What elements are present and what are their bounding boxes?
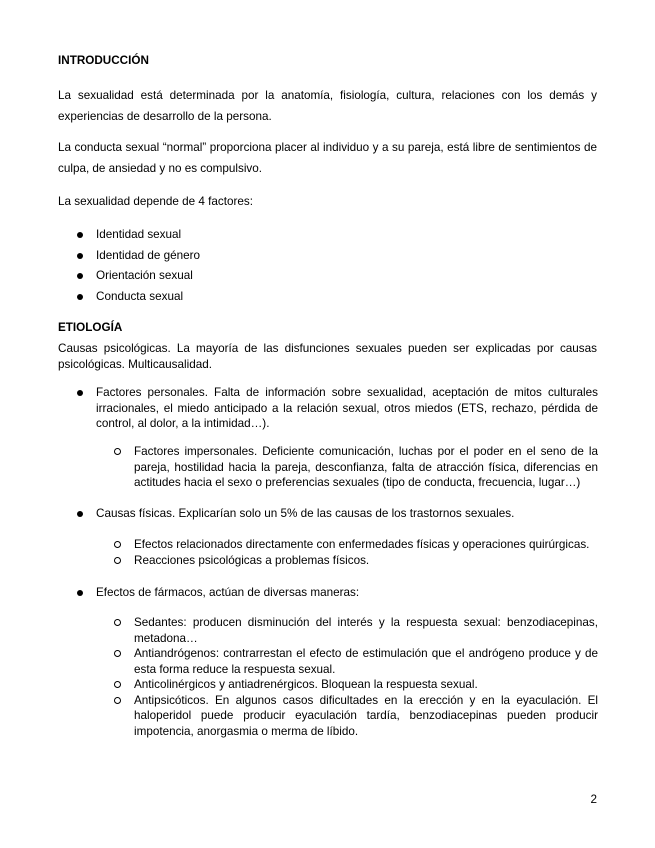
page-number: 2 [590, 793, 597, 806]
sub-bullet-icon [114, 650, 121, 657]
heading-introduccion: INTRODUCCIÓN [58, 54, 149, 67]
bullet-icon [77, 232, 83, 238]
bullet-icon [77, 273, 83, 279]
sub-bullet-icon [114, 557, 121, 564]
bullet-icon [77, 511, 83, 517]
etiology-intro: Causas psicológicas. La mayoría de las disfunciones sexuales pueden ser explicadas por causas psicológicas. Multicausalidad. [58, 342, 597, 371]
list-item: Identidad sexual [58, 225, 598, 246]
list-item: Antipsicóticos. En algunos casos dificultades en la erección y en la eyaculación. El haloperidol puede producir eyaculación tardía, benzodiacepinas pueden producir impotencia, anorgasmia o merma de líbido. [58, 693, 598, 740]
physical-subcauses-list [58, 537, 598, 568]
sub-bullet-icon [114, 681, 121, 688]
list-item: Causas físicas. Explicarían solo un 5% de las causas de los trastornos sexuales. [58, 506, 598, 522]
list-item: Anticolinérgicos y antiadrenérgicos. Bloquean la respuesta sexual. [58, 677, 598, 693]
list-item: Identidad de género [58, 246, 598, 267]
drug-types-list [58, 615, 598, 739]
impersonal-factors-list [58, 444, 598, 491]
list-item: Antiandrógenos: contrarrestan el efecto de estimulación que el andrógeno produce y de esta forma reduce la respuesta sexual. [58, 646, 598, 677]
factors-list [58, 225, 598, 307]
bullet-icon [77, 294, 83, 300]
list-item: Reacciones psicológicas a problemas físicos. [58, 553, 598, 569]
list-item: Sedantes: producen disminución del interés y la respuesta sexual: benzodiacepinas, metadona… [58, 615, 598, 646]
list-item: Factores impersonales. Deficiente comunicación, luchas por el poder en el seno de la pareja, hostilidad hacia la pareja, desconfianza, falta de atracción física, diferencias en actitudes hacia el sexo o preferencias sexuales (tipo de conducta, frecuencia, lugar…) [58, 444, 598, 491]
intro-paragraph-3: La sexualidad depende de 4 factores: [58, 195, 253, 208]
list-item: Conducta sexual [58, 287, 598, 308]
list-item: Efectos relacionados directamente con enfermedades físicas y operaciones quirúrgicas. [58, 537, 598, 553]
sub-bullet-icon [114, 697, 121, 704]
bullet-icon [77, 253, 83, 259]
sub-bullet-icon [114, 448, 121, 455]
intro-paragraph-2: La conducta sexual “normal” proporciona placer al individuo y a su pareja, está libre de sentimientos de culpa, de ansiedad y no es compulsivo. [58, 141, 597, 175]
bullet-icon [77, 590, 83, 596]
personal-factors-list [58, 385, 598, 432]
list-item: Factores personales. Falta de información sobre sexualidad, aceptación de mitos culturales irracionales, el miedo anticipado a la relación sexual, otros miedos (ETS, rechazo, pérdida de control, al dolor, a la intimidad…). [58, 385, 598, 432]
drug-effects-list [58, 585, 598, 601]
physical-causes-list [58, 506, 598, 522]
list-item: Efectos de fármacos, actúan de diversas maneras: [58, 585, 598, 601]
bullet-icon [77, 390, 83, 396]
sub-bullet-icon [114, 619, 121, 626]
sub-bullet-icon [114, 541, 121, 548]
list-item: Orientación sexual [58, 266, 598, 287]
heading-etiologia: ETIOLOGÍA [58, 321, 123, 334]
intro-paragraph-1: La sexualidad está determinada por la anatomía, fisiología, cultura, relaciones con los demás y experiencias de desarrollo de la persona. [58, 89, 597, 123]
